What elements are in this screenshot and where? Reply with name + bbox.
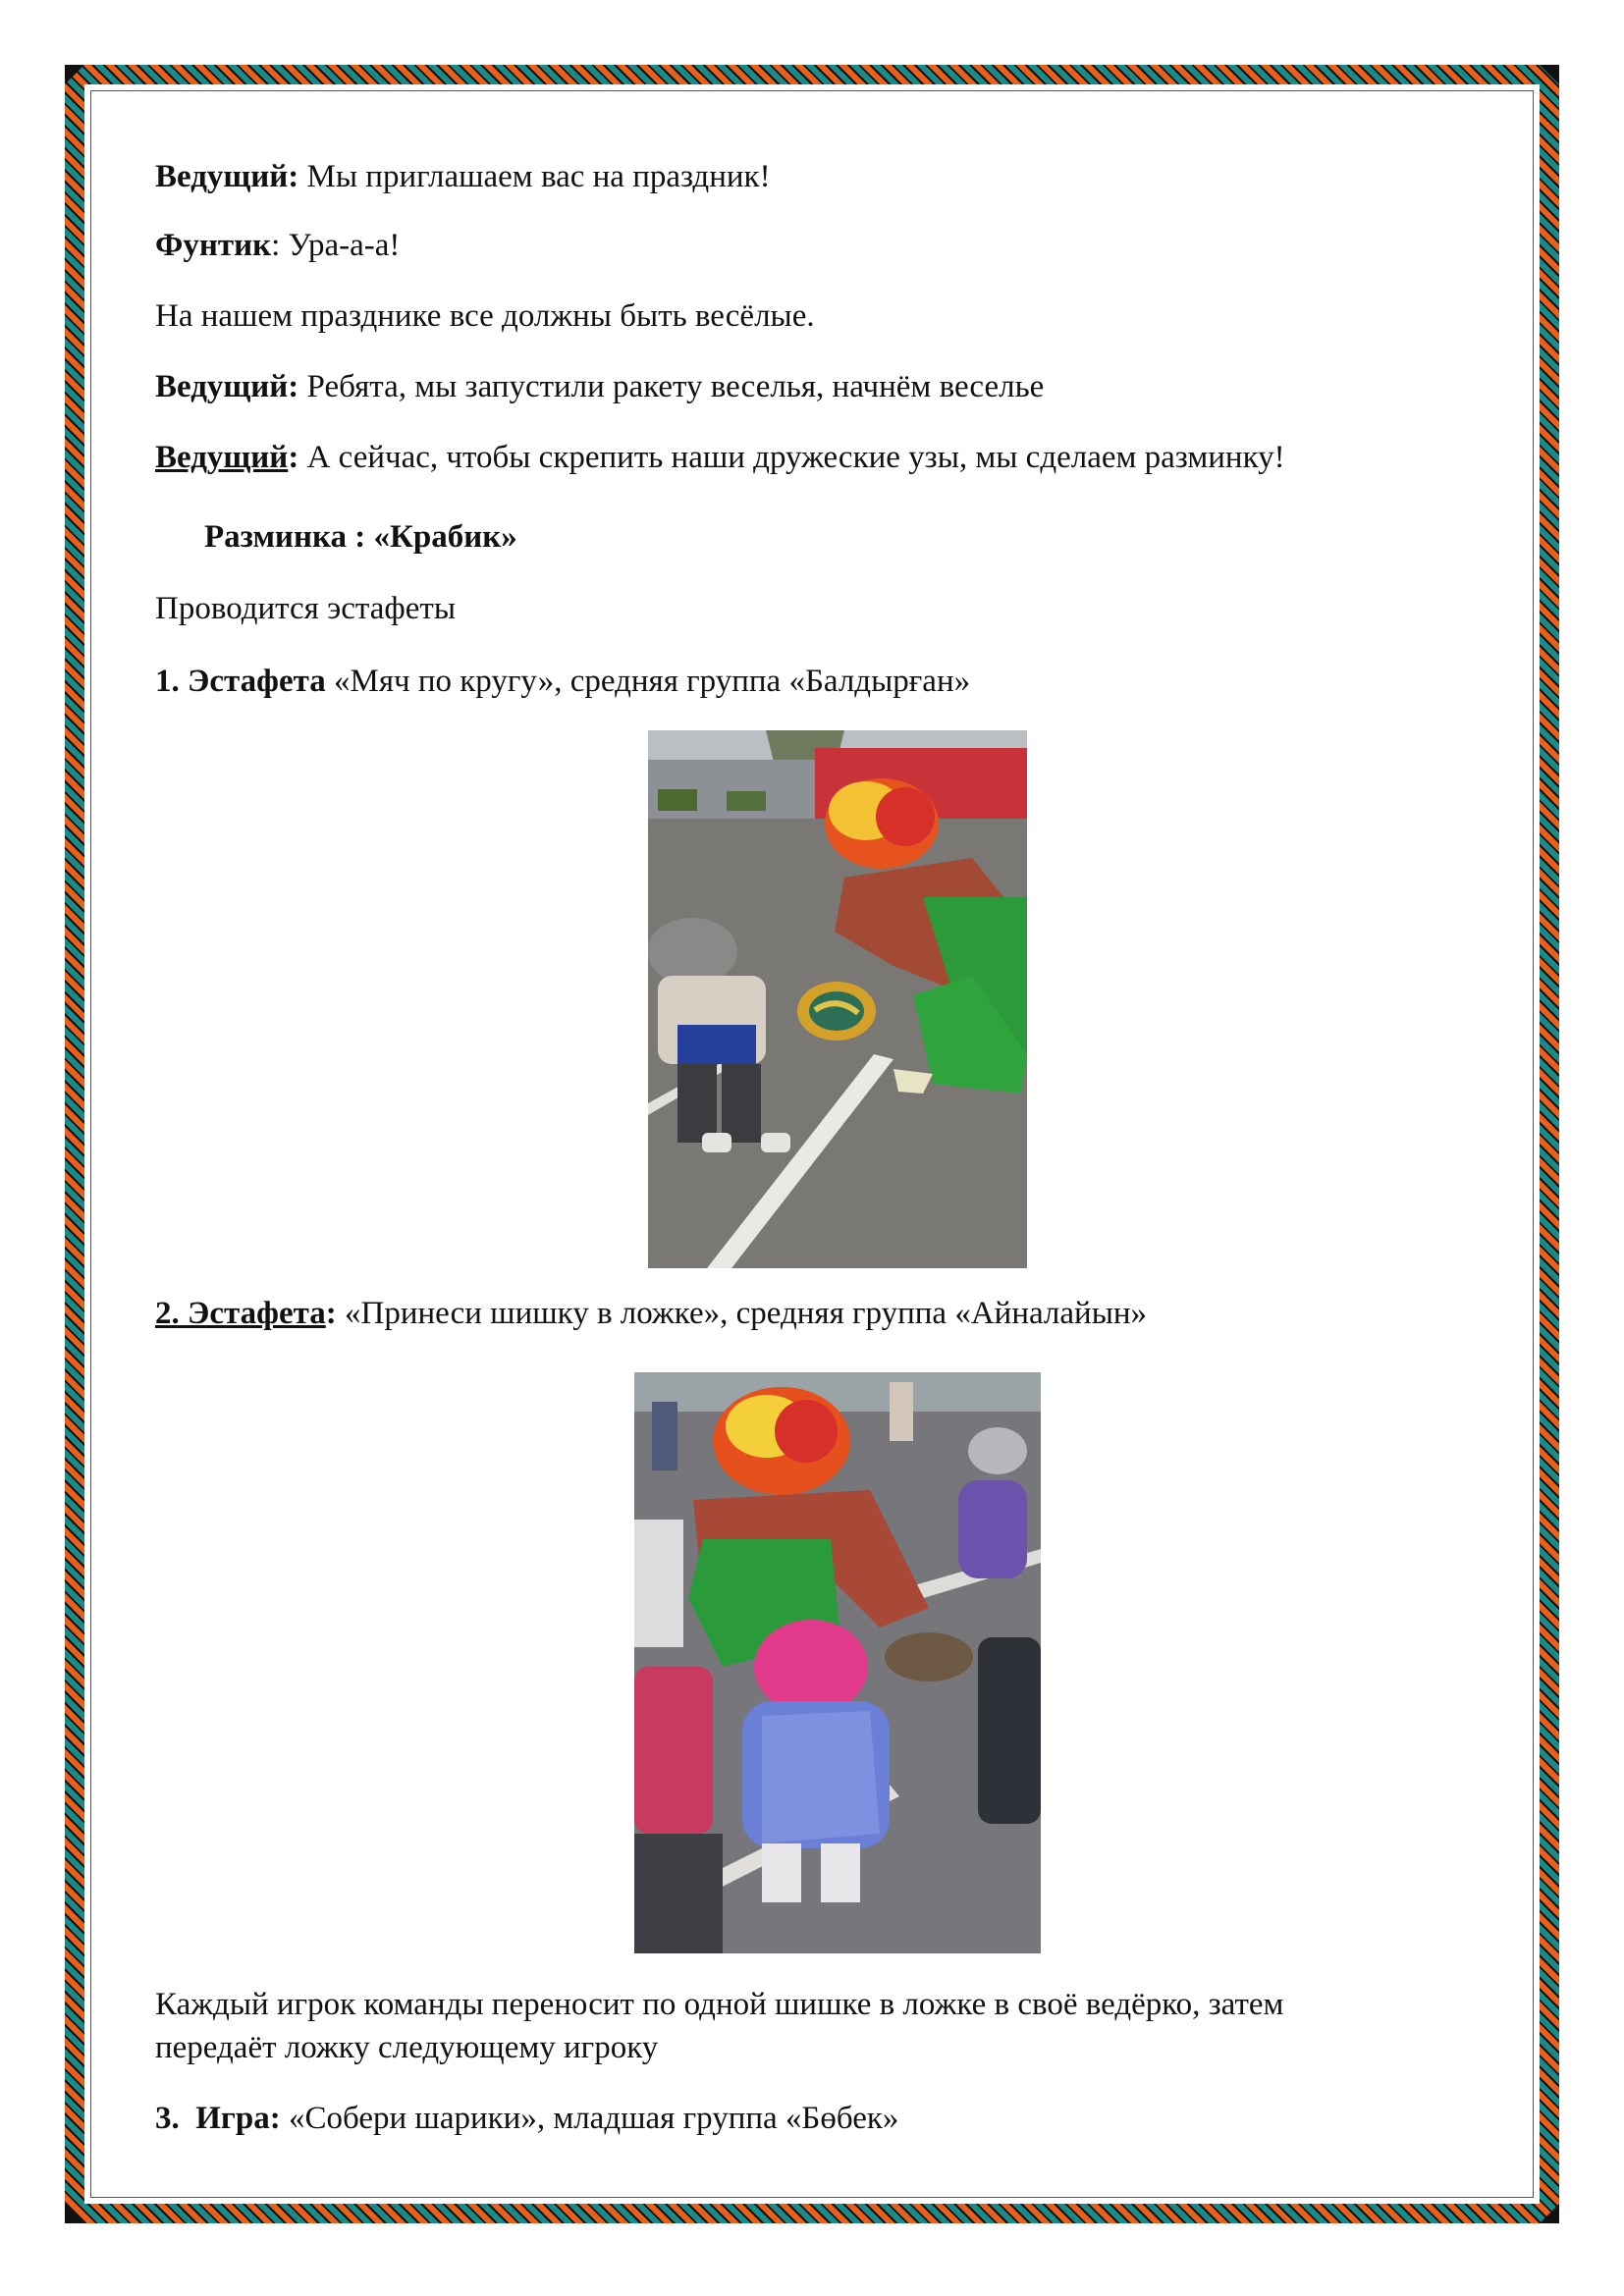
game-3-text: «Собери шарики», младшая группа «Бөбек» [280,2101,899,2136]
speaker-label: Ведущий [155,440,289,475]
relay-2-description-2 [155,2028,658,2067]
warmup-title: Разминка : «Крабик» [204,519,517,555]
description-text: Каждый игрок команды переносит по одной шишке в ложке в своё ведёрко, затем [155,1987,1284,2022]
game-3-heading [155,2099,898,2138]
relay-2-text: «Принеси шишку в ложке», средняя группа «Айналайын» [336,1296,1148,1331]
dialogue-text: : Ура-а-а! [271,228,401,263]
game-3-label: 3. Игра: [155,2101,281,2136]
dialogue-line-5 [155,438,1285,477]
dialogue-text: А сейчас, чтобы скрепить наши дружеские узы, мы сделаем разминку! [298,440,1285,475]
relay-1-photo-image [648,730,1027,1268]
speaker-colon: : [288,440,299,475]
relay-2-description-1 [155,1985,1283,2024]
relay-2-label: 2. Эстафета [155,1296,326,1331]
dialogue-text: Ребята, мы запустили ракету веселья, начнём веселье [298,369,1045,404]
dialogue-line-4 [155,367,1044,406]
dialogue-line-3 [155,296,815,336]
relay-2-colon: : [325,1296,337,1331]
relay-intro [155,589,456,628]
relay-1-heading [155,662,970,701]
relay-1-label: 1. Эстафета [155,664,326,699]
dialogue-line-1 [155,157,771,196]
dialogue-line-2 [155,226,400,265]
speaker-label: Фунтик [155,228,272,263]
description-text: передаёт ложку следующему игроку [155,2030,659,2065]
speaker-label: Ведущий: [155,159,299,194]
relay-2-photo-image [634,1372,1041,1953]
speaker-label: Ведущий: [155,369,299,404]
relay-2-photo [634,1372,1041,1953]
dialogue-text: Мы приглашаем вас на праздник! [298,159,771,194]
relay-1-photo [648,730,1027,1268]
warmup-heading [204,517,517,557]
relay-1-text: «Мяч по кругу», средняя группа «Балдырған» [325,664,971,699]
relay-2-heading [155,1294,1147,1333]
relay-intro-text: Проводится эстафеты [155,591,456,626]
dialogue-text: На нашем празднике все должны быть весёлые. [155,298,815,334]
